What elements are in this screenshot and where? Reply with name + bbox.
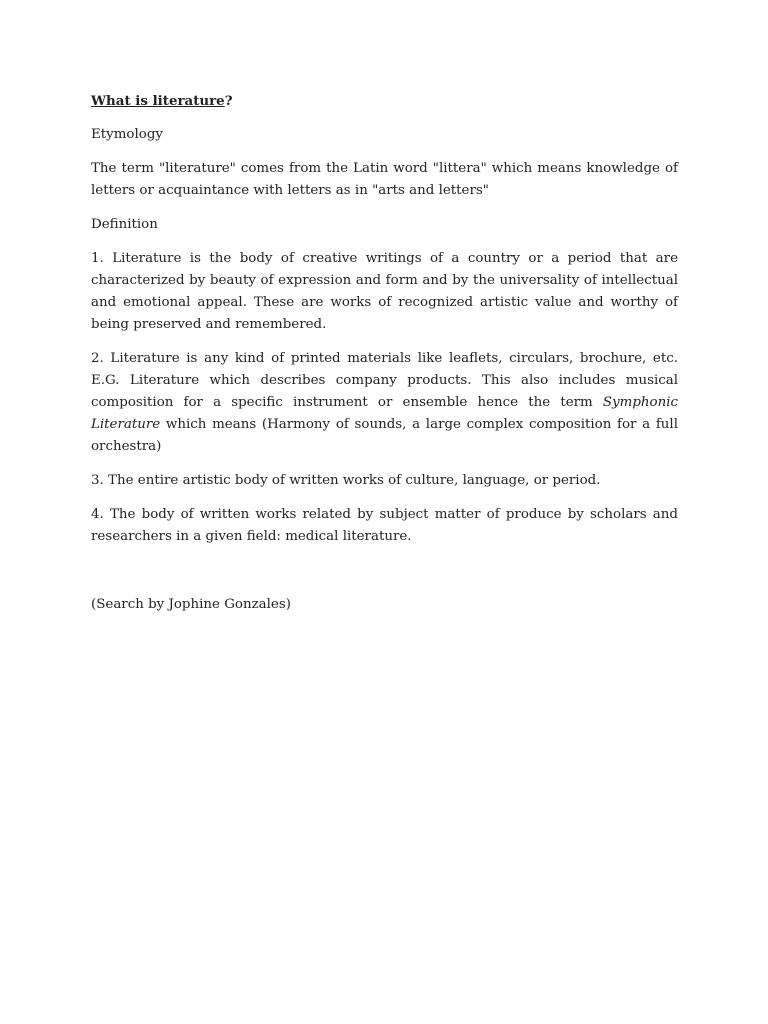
definition-item-3: 3. The entire artistic body of written works of culture, language, or period. [91, 473, 601, 488]
definition-heading: Definition [91, 217, 158, 232]
page-title [91, 90, 678, 112]
definition-item-2-text-start: 2. Literature is any kind of printed materials like leaflets, circulars, brochure, etc. E.G. Literature which describes company products. This also includes musical composition for a specific instrument or ensemble hence the term [91, 351, 678, 410]
author-credit: (Search by Jophine Gonzales) [91, 597, 291, 612]
etymology-heading: Etymology [91, 127, 163, 142]
definition-item-2-text-end: which means (Harmony of sounds, a large complex composition for a full orchestra) [91, 417, 678, 454]
definition-item-2 [91, 348, 678, 458]
document-body [91, 90, 678, 628]
blank-space [91, 560, 678, 594]
etymology-paragraph: The term "literature" comes from the Latin word "littera" which means knowledge of letters or acquaintance with letters as in "arts and letters" [91, 161, 678, 198]
title-underlined-text: What is literature [91, 93, 225, 109]
definition-item-1: 1. Literature is the body of creative writings of a country or a period that are characterized by beauty of expression and form and by the universality of intellectual and emotional appeal. These are works of recognized artistic value and worthy of being preserved and remembered. [91, 251, 678, 332]
title-question-mark: ? [224, 93, 233, 109]
definition-item-4: 4. The body of written works related by subject matter of produce by scholars and researchers in a given field: medical literature. [91, 507, 678, 544]
symphonic-literature-term: Symphonic Literature [91, 395, 678, 432]
